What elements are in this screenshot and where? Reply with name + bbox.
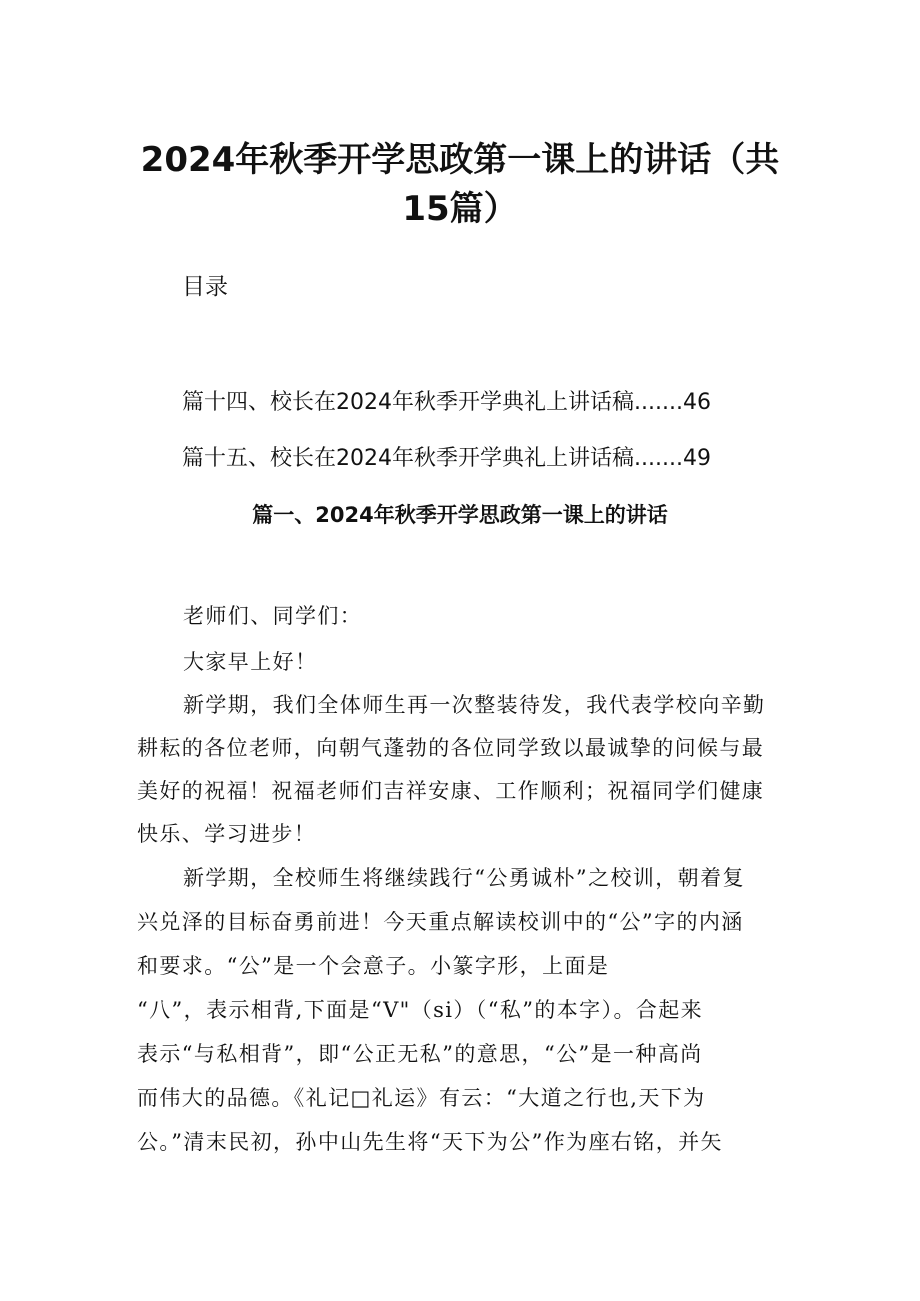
body-line: “八”，表示相背,下面是“V"（si）（“私”的本字）。合起来: [137, 998, 704, 1022]
toc-heading: 目录: [182, 274, 228, 300]
body-line: 美好的祝福！祝福老师们吉祥安康、工作顺利；祝福同学们健康: [137, 779, 765, 803]
toc-entry: 篇十四、校长在2024年秋季开学典礼上讲话稿.......46: [182, 390, 711, 415]
document-title-line-2: 15篇）: [402, 189, 518, 229]
body-line: 新学期，全校师生将继续践行“公勇诚朴”之校训，朝着复: [183, 866, 745, 890]
body-line: 公。”清末民初，孙中山先生将“天下为公”作为座右铭，并矢: [137, 1130, 723, 1154]
document-title-line-1: 2024年秋季开学思政第一课上的讲话（共: [140, 140, 780, 180]
body-line: 而伟大的品德。《礼记□礼运》有云：“大道之行也,天下为: [137, 1086, 706, 1110]
body-line: 和要求。“公”是一个会意子。小篆字形，上面是: [137, 954, 610, 978]
body-line-salutation: 老师们、同学们：: [183, 604, 363, 628]
body-line: 快乐、学习进步！: [137, 822, 317, 846]
body-line-greeting: 大家早上好！: [183, 650, 318, 674]
section-heading: 篇一、2024年秋季开学思政第一课上的讲话: [252, 503, 668, 527]
toc-entry: 篇十五、校长在2024年秋季开学典礼上讲话稿.......49: [182, 446, 711, 471]
body-line: 新学期，我们全体师生再一次整装待发，我代表学校向辛勤: [183, 693, 766, 717]
body-line: 兴兑泽的目标奋勇前进！今天重点解读校训中的“公”字的内涵: [137, 910, 744, 934]
body-line: 耕耘的各位老师，向朝气蓬勃的各位同学致以最诚挚的问候与最: [137, 736, 765, 760]
body-line: 表示“与私相背”，即“公正无私”的意思，“公”是一种高尚: [137, 1042, 703, 1066]
